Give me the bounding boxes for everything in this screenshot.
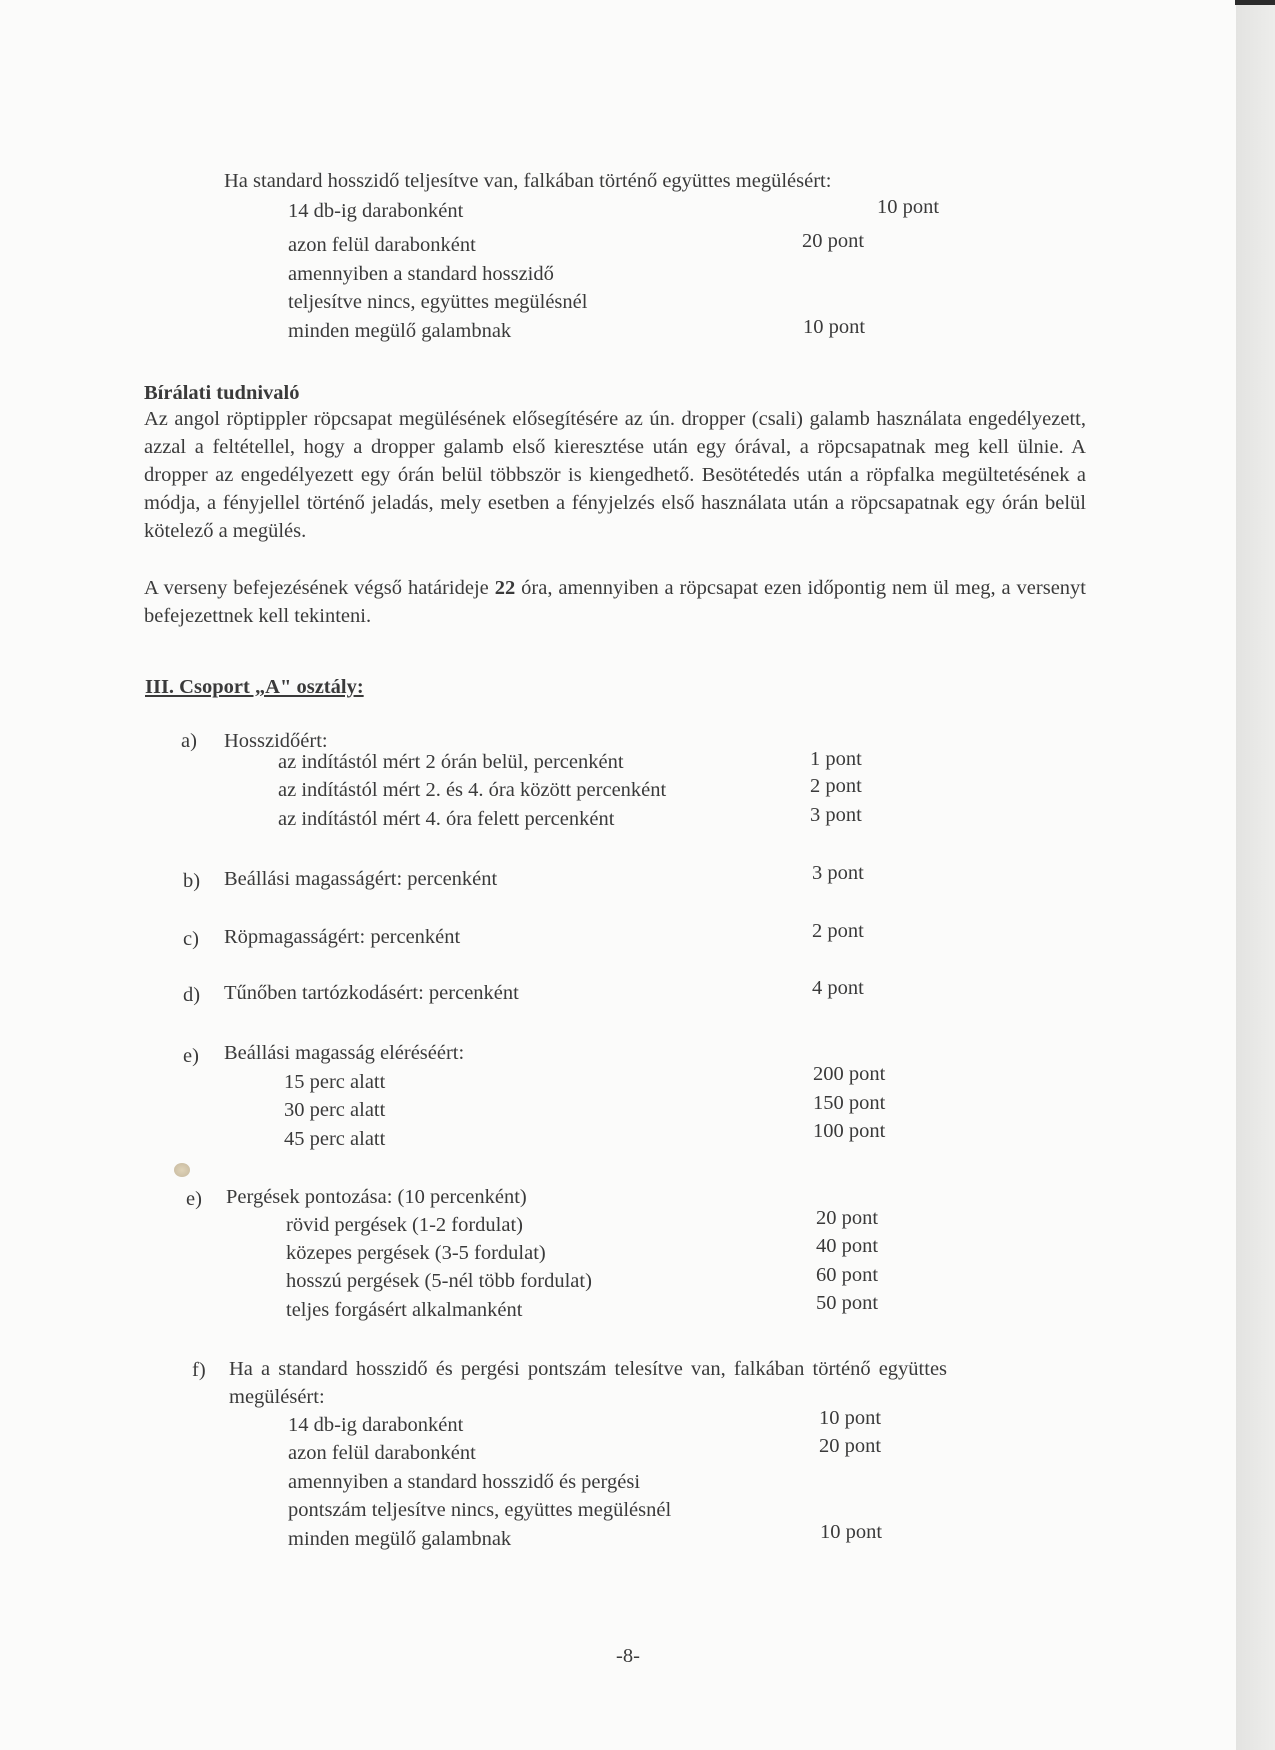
item-f-line1: Ha a standard hosszidő és pergési pontszám telesítve van, falkában történő együttes	[229, 1358, 948, 1380]
item-d-points: 4 pont	[812, 977, 864, 999]
item-a3-label: az indítástól mért 4. óra felett percenként	[278, 808, 615, 830]
item-b-label: Beállási magasságért: percenként	[224, 868, 498, 890]
review-paragraph-2	[144, 574, 1086, 630]
item-f3-line2: pontszám teljesítve nincs, együttes megülésnél	[288, 1499, 672, 1521]
deadline-after: óra, amennyiben a röpcsapat ezen időpontig nem ül meg, a versenyt befejezettnek kell tekinteni.	[144, 577, 1086, 627]
item-f1-label: 14 db-ig darabonként	[288, 1414, 464, 1436]
item-f-line2: megülésért:	[229, 1386, 325, 1408]
section-title: III. Csoport „A" osztály:	[145, 676, 364, 698]
row3-line3: minden megülő galambnak	[288, 320, 512, 342]
row2-label: azon felül darabonként	[288, 234, 476, 256]
deadline-hour: 22	[494, 577, 516, 599]
item-b-letter: b)	[183, 870, 201, 892]
item-p4-points: 50 pont	[816, 1292, 879, 1314]
item-a2-label: az indítástól mért 2. és 4. óra között percenként	[278, 779, 667, 801]
paper-stain	[174, 1163, 190, 1177]
item-f3-line3: minden megülő galambnak	[288, 1528, 512, 1550]
item-a1-points: 1 pont	[810, 748, 862, 770]
item-e3-label: 45 perc alatt	[284, 1128, 386, 1150]
item-c-points: 2 pont	[812, 920, 864, 942]
review-title: Bírálati tudnivaló	[144, 382, 300, 404]
item-e2-points: 150 pont	[813, 1092, 886, 1114]
scan-edge-mark	[1235, 0, 1275, 5]
item-p1-label: rövid pergések (1-2 fordulat)	[286, 1214, 524, 1236]
item-e3-points: 100 pont	[813, 1120, 886, 1142]
item-c-label: Röpmagasságért: percenként	[224, 926, 461, 948]
review-paragraph-1	[144, 405, 1086, 545]
item-a-letter: a)	[181, 730, 197, 752]
item-a2-points: 2 pont	[810, 775, 862, 797]
item-e2b-letter: e)	[186, 1188, 202, 1210]
item-e1-points: 200 pont	[813, 1063, 886, 1085]
item-p3-points: 60 pont	[816, 1264, 879, 1286]
row3-line2: teljesítve nincs, együttes megülésnél	[288, 291, 588, 313]
item-e-letter: e)	[183, 1045, 199, 1067]
row2-points: 20 pont	[802, 230, 865, 252]
item-d-label: Tűnőben tartózkodásért: percenként	[224, 982, 519, 1004]
item-f3-points: 10 pont	[820, 1521, 883, 1543]
item-c-letter: c)	[183, 928, 199, 950]
review-text-1: Az angol röptippler röpcsapat megülésének elősegítésére az ún. dropper (csali) galamb használata engedélyezett, azzal a feltétellel, hogy a dropper galamb első kieresztése után egy órával, a röpcsapatnak meg kell ülnie. A dropper az engedélyezett egy órán belül többször is kiengedhető. Besötétedés után a röpfalka megültetésének a módja, a fényjellel történő jeladás, mely esetben a fényjelzés első használata után a röpcsapatnak egy órán belül kötelező a megülés.	[144, 408, 1086, 542]
row1-points: 10 pont	[877, 196, 940, 218]
item-b-points: 3 pont	[812, 862, 864, 884]
item-p3-label: hosszú pergések (5-nél több fordulat)	[286, 1270, 592, 1292]
row3-line1: amennyiben a standard hosszidő	[288, 263, 554, 285]
row1-label: 14 db-ig darabonként	[288, 200, 464, 222]
item-e1-label: 15 perc alatt	[284, 1071, 386, 1093]
item-e-title: Beállási magasság eléréséért:	[224, 1042, 465, 1064]
item-a1-label: az indítástól mért 2 órán belül, percenként	[278, 751, 624, 773]
review-text-2	[144, 574, 1086, 630]
item-f3-line1: amennyiben a standard hosszidő és pergési	[288, 1471, 641, 1493]
item-p2-points: 40 pont	[816, 1235, 879, 1257]
item-f2-points: 20 pont	[819, 1435, 882, 1457]
deadline-before: A verseny befejezésének végső határideje	[144, 577, 495, 599]
page-edge	[1236, 0, 1275, 1750]
item-p2-label: közepes pergések (3-5 fordulat)	[286, 1242, 546, 1264]
item-f-letter: f)	[192, 1359, 206, 1381]
item-e2b-title: Pergések pontozása: (10 percenként)	[226, 1186, 527, 1208]
page-number: -8-	[616, 1645, 640, 1667]
item-f2-label: azon felül darabonként	[288, 1442, 476, 1464]
intro-line: Ha standard hosszidő teljesítve van, falkában történő együttes megülésért:	[224, 170, 832, 192]
item-a-title: Hosszidőért:	[224, 730, 328, 752]
item-f1-points: 10 pont	[819, 1407, 882, 1429]
row3-points: 10 pont	[803, 316, 866, 338]
item-e2-label: 30 perc alatt	[284, 1099, 386, 1121]
item-a3-points: 3 pont	[810, 804, 862, 826]
item-p1-points: 20 pont	[816, 1207, 879, 1229]
item-d-letter: d)	[183, 984, 201, 1006]
item-p4-label: teljes forgásért alkalmanként	[286, 1299, 523, 1321]
